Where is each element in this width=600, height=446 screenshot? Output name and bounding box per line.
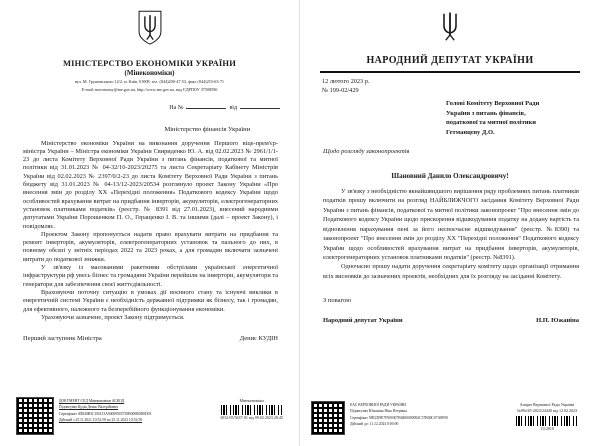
addressee: Міністерство фінансів України xyxy=(164,125,251,133)
trident-emblem-icon xyxy=(300,10,600,49)
ref-prefix: На № xyxy=(169,104,184,111)
paragraph: У зв'язку з необхідністю якнайшвидшого вирішення ряду проблемних питань платників податків прошу включити на розгляд НАЙБЛИЖЧОГО засідання Комітету Верховної Ради України з питань фінансів, податкової та митної політики законопроект "Про внесення змін до Податкового кодексу України щодо прискорення відшкодування податку на додану вартість та відновлення нарахування пені за його несвоєчасне відшкодування" (реєстр. №8390) та законопроект "Про внесення змін до розділу XX "Перехідні положення" Податкового кодексу України щодо особливостей врахування витрат на придбання інверторів, акумуляторів, електрогенераторних установок платниками податків" (реєстр. №8391). xyxy=(323,187,579,261)
letter-meta xyxy=(322,77,580,96)
salutation: Шановний Данило Олександровичу! xyxy=(391,171,509,180)
addressee-block xyxy=(446,99,578,138)
registry-org: Мінекономіки xyxy=(239,398,264,403)
signature-stamp-text xyxy=(59,398,177,423)
ref-mid: від xyxy=(229,104,237,111)
coat-of-arms-shield-icon xyxy=(0,10,299,51)
letter-body xyxy=(323,187,579,281)
addressee-line: Гетманцеву Д.О. xyxy=(446,129,495,137)
paragraph: Одночасно прошу надати доручення секретаріату комітету щодо організації отримання всіх висновків до зазначених проектів, необхідних для їх розгляду на засіданні Комітету. xyxy=(323,263,579,280)
stamp-signer: Підписувач Кудін Денис Валерійович xyxy=(59,405,119,410)
paragraph: У зв'язку із масованими ракетними обстрілами української енергетичної інфраструктури рф увесь бізнес та громадяни України перейшли на інвертори, акумулятори та генератори для забезпечення своєї життєдіяльності. xyxy=(23,264,278,288)
paragraph: Проектом Закону пропонується надати право врахувати витрати на придбання та ремонт інверторів, акумуляторів, електрогенераторних установок та пального до них, в повному обсязі у звітніх періодах 2022 та 2023 роках, а для громадян включати зазначені витрати до податкової знижки. xyxy=(23,230,278,263)
letter-body xyxy=(23,140,278,323)
qr-code-icon xyxy=(17,398,53,434)
registry-number: 3032-05/5637-01 від 09.02.2023 20:45 xyxy=(220,415,283,421)
addressee-line: Голові Комітету Верховної Ради xyxy=(446,99,540,107)
addressee-line: України з питань фінансів, xyxy=(446,109,526,117)
peoples-deputy-letter xyxy=(300,0,600,446)
barcode-number: 1112010 xyxy=(540,425,554,431)
stamp-validity: Дійсний з 25.11.2021 10:52:58 по 25.11.2023 10:52:58 xyxy=(59,417,143,422)
registration-block xyxy=(220,398,283,422)
stamp-system: ДОКУМЕНТ СЕД Мінекономіки АСКОД xyxy=(59,399,125,403)
ministry-short-name: (Мінекономіки) xyxy=(124,69,175,77)
deputy-letterhead-title: НАРОДНИЙ ДЕПУТАТ УКРАЇНИ xyxy=(366,55,534,66)
signature-row xyxy=(323,317,579,324)
registry-org: Апарат Верховної Ради України xyxy=(519,402,575,407)
signature-stamp-text xyxy=(350,402,468,427)
letter-number: № 199-02/429 xyxy=(322,87,359,95)
paragraph: Міністерство економіки України на виконання доручення Першого віце-прем'єр-міністра України – Міністра економіки України Свириденко Ю. А. від 02.02.2023 № 2961/1/1-23 до листа Комітету Верховної Ради України з питань фінансів, податкової та митної політики від 31.01.2023 № 04-32/10-2023/20275 та листа Секретаріату Кабінету Міністрів України від 02.02.2023 № 2397/0/2-23 до листа Комітету Верховної Ради України з питань бюджету від 31.01.2023 № 04-13/12-2023/20534 розглянуло проект Закону України «Про внесення змін до розділу XX «Перехідні положення» Податкового кодексу України щодо особливостей врахування витрат на придбання інверторів, акумуляторів, електрогенераторних установок платниками податків» (реєстр. № 8391 від 27.01.2023), внесений народними депутатами України Порошенком П. О., Геращенко І. В. та іншими (далі – проект Закону), і повідомляє. xyxy=(23,139,278,230)
ref-date-blank xyxy=(240,103,280,109)
signer-name: Н.П. Южаніна xyxy=(536,317,579,325)
closing-phrase: З повагою xyxy=(323,297,352,305)
letterhead-divider xyxy=(320,71,580,73)
addressee-line: податкової та митної політики xyxy=(446,119,536,127)
stamp-certificate: Сертифікат 40D40B3C1BA13A94000005750B000B0D0D03 xyxy=(59,411,152,416)
stamp-system: ЕАС ВЕРХОВНОЇ РАДИ УКРАЇНИ xyxy=(350,403,406,407)
digital-signature-footer xyxy=(0,398,299,434)
signature-row xyxy=(23,335,278,342)
barcode-icon xyxy=(221,405,283,415)
signer-title: Перший заступник Міністра xyxy=(23,335,102,343)
signer-name: Денис КУДІН xyxy=(239,335,278,343)
stamp-certificate: Сертифікат 58E2D9E7F900307B0400000092C57B00C07A8F00 xyxy=(350,415,448,420)
qr-code-icon xyxy=(312,402,344,434)
subject-line: Щодо розгляду законопроектів xyxy=(323,147,410,155)
barcode-icon xyxy=(516,416,578,426)
signer-title: Народний депутат України xyxy=(323,317,403,325)
paragraph: Враховуючи поточну ситуацію в умовах дії воєнного стану та існуючі виклики в енергетичній системі України є необхідність державної підтримки як бізнесу, так і громадян, для ефективного, належного та безперебійного функціонування економіки. xyxy=(23,288,278,313)
reference-line xyxy=(0,103,283,111)
ministry-address-line1: вул. М. Грушевського 12/2, м. Київ, 01008, тел. (044)200-47-53, факс (044)253-63-71 xyxy=(74,79,225,84)
digital-signature-footer xyxy=(300,402,600,434)
letter-date: 12 лютого 2023 р. xyxy=(322,78,370,85)
registration-block xyxy=(516,402,578,432)
ref-number-blank xyxy=(186,103,226,109)
stamp-validity: Дійсний до: 11.12.2024 0:00:00 xyxy=(350,421,399,426)
registry-number: №99з/45-2023/24440 від 12.02.2023 xyxy=(517,408,577,414)
stamp-signer: Підписувач Южаніна Ніна Петрівна xyxy=(350,409,407,414)
ministry-name: МІНІСТЕРСТВО ЕКОНОМІКИ УКРАЇНИ xyxy=(62,58,237,68)
paragraph: Ураховуючи зазначене, проект Закону підтримується. xyxy=(41,313,185,321)
ministry-address-line2: E-mail: meconomy@me.gov.ua, http://www.me.gov.ua, код ЄДРПОУ 37508596 xyxy=(81,87,218,93)
